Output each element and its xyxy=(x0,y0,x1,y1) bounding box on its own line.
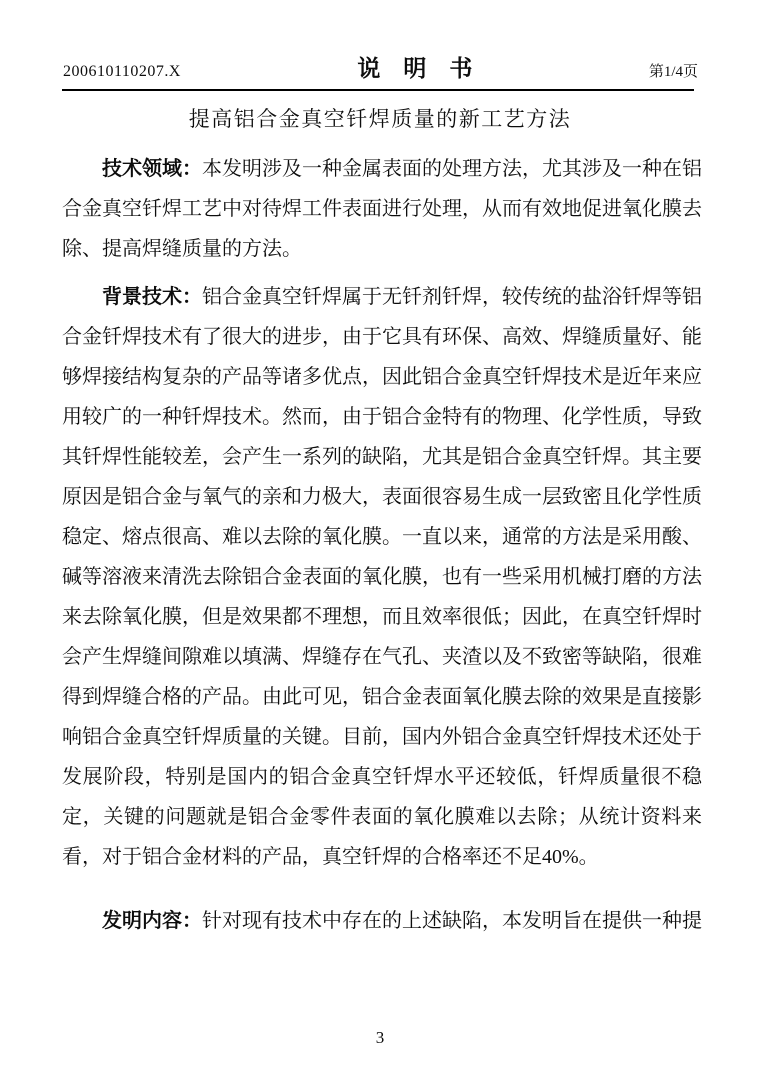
page-header xyxy=(63,50,698,83)
section-lead-invention-content: 发明内容： xyxy=(102,910,202,932)
document-title: 提高铝合金真空钎焊质量的新工艺方法 xyxy=(188,107,572,131)
page-number: 3 xyxy=(375,1028,385,1047)
section-lead-background-art: 背景技术： xyxy=(102,286,202,308)
paragraph-text: 针对现有技术中存在的上述缺陷，本发明旨在提供一种提 xyxy=(202,910,702,932)
document-body xyxy=(62,149,702,941)
section-lead-technical-field: 技术领域： xyxy=(102,158,202,180)
document-type-label: 说 明 书 xyxy=(357,56,473,81)
application-number: 200610110207.X xyxy=(63,63,181,80)
page-indicator: 第1/4页 xyxy=(648,64,698,80)
page-footer xyxy=(0,1028,760,1048)
paragraph-text: 铝合金真空钎焊属于无钎剂钎焊，较传统的盐浴钎焊等铝合金钎焊技术有了很大的进步，由于它具有环保、高效、焊缝质量好、能够焊接结构复杂的产品等诸多优点，因此铝合金真空钎焊技术是近年来应用较广的一种钎焊技术。然而，由于铝合金特有的物理、化学性质，导致其钎焊性能较差，会产生一系列的缺陷，尤其是铝合金真空钎焊。其主要原因是铝合金与氧气的亲和力极大，表面很容易生成一层致密且化学性质稳定、熔点很高、难以去除的氧化膜。一直以来，通常的方法是采用酸、碱等溶液来清洗去除铝合金表面的氧化膜，也有一些采用机械打磨的方法来去除氧化膜，但是效果都不理想，而且效率很低；因此，在真空钎焊时会产生焊缝间隙难以填满、焊缝存在气孔、夹渣以及不致密等缺陷，很难得到焊缝合格的产品。由此可见，铝合金表面氧化膜去除的效果是直接影响铝合金真空钎焊质量的关键。目前，国内外铝合金真空钎焊技术还处于发展阶段，特别是国内的铝合金真空钎焊水平还较低，钎焊质量很不稳定，关键的问题就是铝合金零件表面的氧化膜难以去除；从统计资料来看，对于铝合金材料的产品，真空钎焊的合格率还不足40%。 xyxy=(62,286,702,868)
paragraph-invention-content xyxy=(62,901,702,941)
paragraph-technical-field xyxy=(62,149,702,269)
paragraph-background-art xyxy=(62,277,702,877)
paragraph-text: 本发明涉及一种金属表面的处理方法，尤其涉及一种在铝合金真空钎焊工艺中对待焊工件表面进行处理，从而有效地促进氧化膜去除、提高焊缝质量的方法。 xyxy=(62,158,702,260)
header-rule xyxy=(62,89,694,91)
